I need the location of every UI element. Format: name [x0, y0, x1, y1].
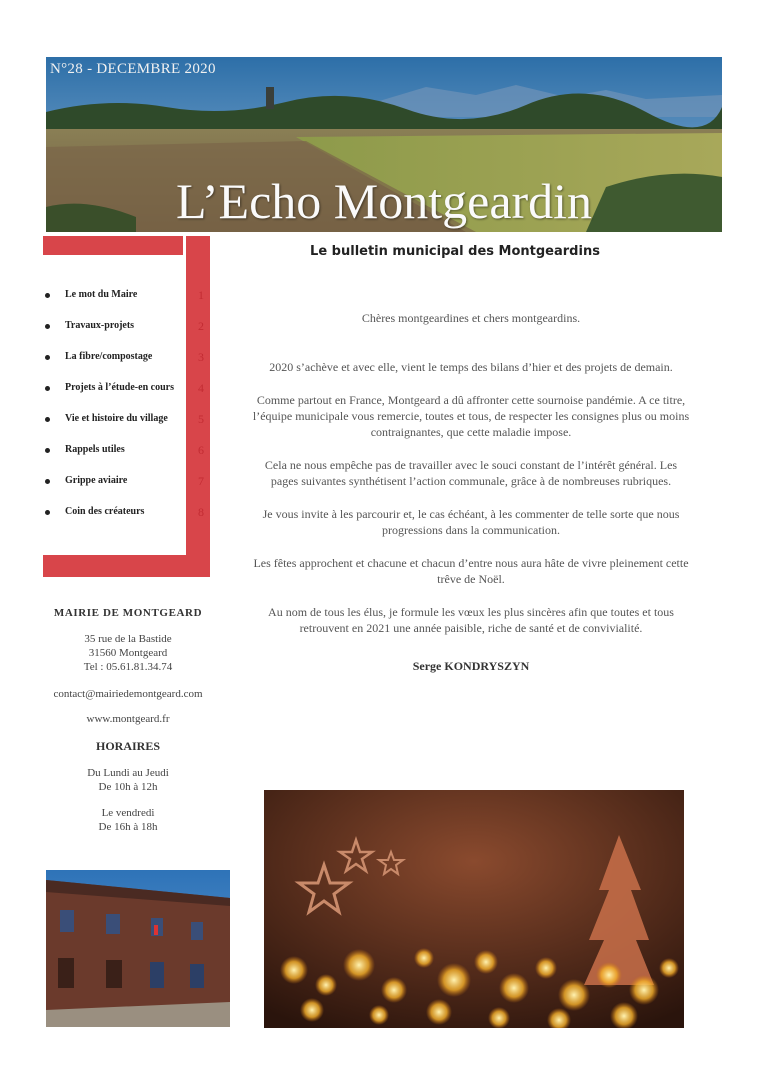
toc-page-number: 8 — [198, 505, 204, 519]
phone-number: Tel : 05.61.81.34.74 — [83, 661, 173, 673]
masthead-title: L’Echo Montgeardin — [175, 173, 593, 229]
toc-item-label: Grippe aviaire — [65, 475, 128, 486]
toc-item-coin-createurs[interactable] — [45, 503, 215, 534]
toc-item-label: Projets à l’étude-en cours — [65, 382, 174, 393]
toc-item-rappels-utiles[interactable] — [45, 441, 215, 472]
address-street: 35 rue de la Bastide — [84, 633, 172, 645]
address-city: 31560 Montgeard — [88, 647, 168, 659]
hours-time: De 10h à 12h — [98, 781, 158, 793]
hours-title: HORAIRES — [95, 739, 160, 753]
toc-item-label: Vie et histoire du village — [65, 413, 168, 424]
bullet-icon — [45, 448, 50, 453]
hours-time: De 16h à 18h — [98, 821, 158, 833]
toc-page-number: 4 — [198, 381, 204, 395]
email-link[interactable]: contact@mairiedemontgeard.com — [53, 688, 203, 700]
toc-item-travaux-projets[interactable] — [45, 317, 215, 348]
toc-frame-top — [43, 236, 183, 255]
bullet-icon — [45, 479, 50, 484]
bullet-icon — [45, 293, 50, 298]
toc-item-vie-histoire[interactable] — [45, 410, 215, 441]
mayor-letter — [250, 310, 692, 691]
letter-signature: Serge KONDRYSZYN — [412, 659, 530, 673]
town-hall-photo — [46, 870, 230, 1027]
toc-item-label: La fibre/compostage — [65, 351, 153, 362]
hours-block — [40, 766, 216, 794]
letter-paragraph: Les fêtes approchent et chacune et chacun d’entre nous aura hâte de vivre pleinement cette trêve de Noël. — [253, 556, 689, 586]
toc-page-number: 3 — [198, 350, 204, 364]
letter-paragraph: Je vous invite à les parcourir et, le cas échéant, à les commenter de telle sorte que nous progressions dans la communication. — [262, 507, 680, 537]
toc-item-label: Coin des créateurs — [65, 506, 145, 517]
bullet-icon — [45, 355, 50, 360]
toc-page-number: 2 — [198, 319, 204, 333]
bullet-icon — [45, 510, 50, 515]
letter-paragraph: 2020 s’achève et avec elle, vient le temps des bilans d’hier et des projets de demain. — [269, 360, 673, 374]
letter-greeting: Chères montgeardines et chers montgeardins. — [361, 311, 581, 325]
website-link[interactable]: www.montgeard.fr — [86, 713, 170, 725]
toc-page-number: 7 — [198, 474, 204, 488]
christmas-photo — [264, 790, 684, 1028]
letter-paragraph: Cela ne nous empêche pas de travailler avec le souci constant de l’intérêt général. Les pages suivantes synthétisent l’action communale, grâce à de nombreuses rubriques. — [264, 458, 678, 488]
toc-page-number: 5 — [198, 412, 204, 426]
bullet-icon — [45, 386, 50, 391]
bullet-icon — [45, 324, 50, 329]
bullet-icon — [45, 417, 50, 422]
mairie-address — [40, 632, 216, 674]
table-of-contents — [45, 286, 215, 534]
mairie-title: MAIRIE DE MONTGEARD — [53, 607, 203, 619]
toc-item-label: Rappels utiles — [65, 444, 125, 455]
toc-item-grippe-aviaire[interactable] — [45, 472, 215, 503]
toc-item-fibre-compostage[interactable] — [45, 348, 215, 379]
toc-page-number: 1 — [198, 288, 204, 302]
issue-label: N°28 - DECEMBRE 2020 — [50, 61, 216, 77]
hours-block — [40, 806, 216, 834]
toc-item-label: Travaux-projets — [65, 320, 135, 331]
letter-paragraph: Au nom de tous les élus, je formule les vœux les plus sincères afin que toutes et tous retrouvent en 2021 une année paisible, riche de santé et de convivialité. — [268, 605, 674, 635]
bulletin-subtitle: Le bulletin municipal des Montgeardins — [310, 244, 600, 259]
toc-page-number: 6 — [198, 443, 204, 457]
toc-frame-bottom — [43, 555, 210, 577]
hours-days: Du Lundi au Jeudi — [87, 767, 169, 779]
toc-item-label: Le mot du Maire — [65, 289, 138, 300]
hours-days: Le vendredi — [101, 807, 155, 819]
letter-paragraph: Comme partout en France, Montgeard a dû affronter cette sournoise pandémie. A ce titre, l’équipe municipale vous remercie, toutes et tous, de respecter les consignes plus ou moins contraignantes, que cette maladie impose. — [252, 393, 690, 439]
toc-item-mot-du-maire[interactable] — [45, 286, 215, 317]
toc-item-projets-etude[interactable] — [45, 379, 215, 410]
